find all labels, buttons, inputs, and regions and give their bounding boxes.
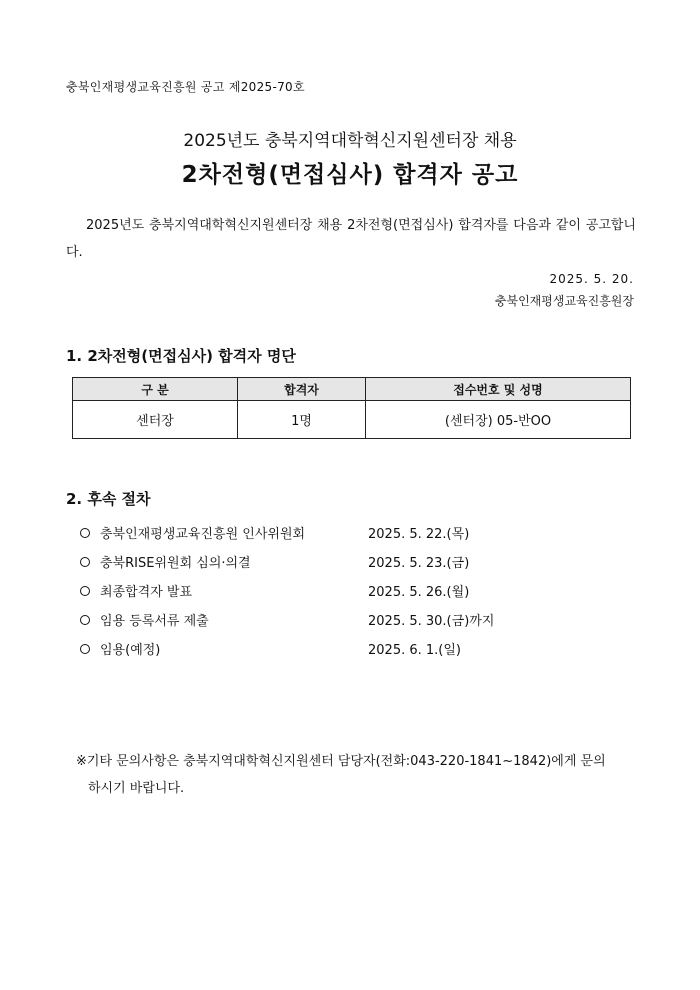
list-item bbox=[80, 605, 640, 634]
circle-bullet-icon bbox=[80, 557, 90, 567]
inquiry-note-line2: 하시기 바랍니다. bbox=[88, 781, 185, 796]
inquiry-note bbox=[76, 748, 636, 802]
step-label: 임용(예정) bbox=[100, 643, 161, 658]
step-date: 2025. 5. 30.(금)까지 bbox=[368, 614, 495, 629]
inquiry-note-line1 bbox=[76, 748, 636, 775]
circle-bullet-icon bbox=[80, 615, 90, 625]
cell-passers: 1명 bbox=[238, 401, 366, 439]
intro-paragraph: 2025년도 충북지역대학혁신지원센터장 채용 2차전형(면접심사) 합격자를 다음과 같이 공고합니다. bbox=[66, 218, 636, 260]
passer-table bbox=[72, 377, 631, 439]
column-header-category: 구 분 bbox=[73, 378, 238, 401]
procedure-list bbox=[80, 518, 640, 663]
step-date: 2025. 6. 1.(일) bbox=[368, 643, 461, 658]
reference-mark-icon: ※ bbox=[76, 754, 87, 769]
list-item bbox=[80, 547, 640, 576]
table-row bbox=[73, 401, 631, 439]
circle-bullet-icon bbox=[80, 644, 90, 654]
list-item bbox=[80, 576, 640, 605]
cell-category: 센터장 bbox=[73, 401, 238, 439]
circle-bullet-icon bbox=[80, 528, 90, 538]
step-date: 2025. 5. 23.(금) bbox=[368, 556, 470, 571]
step-label: 임용 등록서류 제출 bbox=[100, 614, 209, 629]
inquiry-text: 기타 문의사항은 충북지역대학혁신지원센터 담당자(전화:043-220-1841~1842)에게 문의 bbox=[86, 754, 606, 769]
section2-heading: 2. 후속 절차 bbox=[66, 490, 151, 508]
notice-number: 충북인재평생교육진흥원 공고 제2025-70호 bbox=[66, 80, 305, 94]
table-header-row bbox=[73, 378, 631, 401]
column-header-passers: 합격자 bbox=[238, 378, 366, 401]
step-label: 최종합격자 발표 bbox=[100, 585, 193, 600]
issuer-name: 충북인재평생교육진흥원장 bbox=[494, 294, 634, 308]
list-item bbox=[80, 518, 640, 547]
step-label: 충북RISE위원회 심의·의결 bbox=[100, 556, 251, 571]
column-header-applicant: 접수번호 및 성명 bbox=[366, 378, 631, 401]
step-date: 2025. 5. 22.(목) bbox=[368, 527, 470, 542]
announcement-date: 2025. 5. 20. bbox=[549, 272, 634, 286]
list-item bbox=[80, 634, 640, 663]
step-label: 충북인재평생교육진흥원 인사위원회 bbox=[100, 527, 306, 542]
cell-applicant: (센터장) 05-반OO bbox=[366, 401, 631, 439]
page-title-line2: 2차전형(면접심사) 합격자 공고 bbox=[181, 162, 519, 188]
section1-heading: 1. 2차전형(면접심사) 합격자 명단 bbox=[66, 347, 296, 365]
step-date: 2025. 5. 26.(월) bbox=[368, 585, 470, 600]
page-title-line1: 2025년도 충북지역대학혁신지원센터장 채용 bbox=[183, 131, 517, 151]
circle-bullet-icon bbox=[80, 586, 90, 596]
